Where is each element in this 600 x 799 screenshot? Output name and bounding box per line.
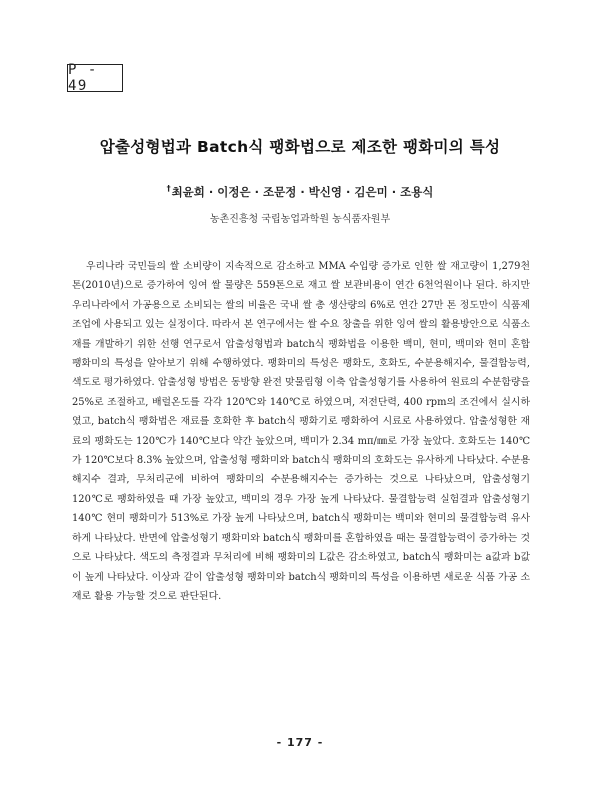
page-number: - 177 - [276,736,324,749]
affiliation: 농촌진흥청 국립농업과학원 농식품자원부 [209,214,391,225]
abstract-body: 우리나라 국민들의 쌀 소비량이 지속적으로 감소하고 MMA 수입량 증가로 인한 쌀 재고량이 1,279천톤(2010년)으로 증가하여 잉여 쌀 물량은 559톤으로 재고 쌀 보관비용이 연간 6천억원이나 된다. 하지만 우리나라에서 가공용으로 소비되는 쌀의 비율은 국내 쌀 총 생산량의 6%로 연간 27만 톤 정도만이 식품제조업에 사용되고 있는 실정이다. 따라서 본 연구에서는 쌀 수요 창출을 위한 잉여 쌀의 활용방안으로 식품소재를 개발하기 위한 선행 연구로서 압출성형법과 batch식 팽화법을 이용한 백미, 현미, 백미와 현미 혼합 팽화미의 특성을 알아보기 위해 수행하였다. 팽화미의 특성은 팽화도, 호화도, 수분용해지수, 물결합능력, 색도로 평가하였다. 압출성형 방법은 동방향 완전 맞물림형 이축 압출성형기를 사용하여 원료의 수분함량을 25%로 조절하고, 배럴온도를 각각 120℃와 140℃로 하였으며, 저전단력, 400 rpm의 조건에서 실시하였고, batch식 팽화법은 재료를 호화한 후 batch식 팽화기로 팽화하여 시료로 사용하였다. 압출성형한 재료의 팽화도는 120℃가 140℃보다 약간 높았으며, 백미가 2.34 mπ/㎜로 가장 높았다. 호화도는 140℃가 120℃보다 8.3% 높았으며, 압출성형 팽화미와 batch식 팽화미의 호화도는 유사하게 나타났다. 수분용해지수 결과, 무처리군에 비하여 팽화미의 수분용해지수는 증가하는 것으로 나타났으며, 압출성형기 120℃로 팽화하였을 때 가장 높았고, 백미의 경우 가장 높게 나타났다. 물결합능력 실험결과 압출성형기 140℃ 현미 팽화미가 513%로 가장 높게 나타났으며, batch식 팽화미는 백미와 현미의 물결합능력 유사하게 나타났다. 반면에 압출성형기 팽화미와 batch식 팽화미를 혼합하였을 때는 물결합능력이 증가하는 것으로 나타났다. 색도의 측정결과 무처리에 비해 팽화미의 L값은 감소하였고, batch식 팽화미는 a값과 b값이 높게 나타났다. 이상과 같이 압출성형 팽화미와 batch식 팽화미의 특성을 이용하면 새로운 식품 가공 소재로 활용 가능할 것으로 판단된다. [72,261,530,602]
paper-title: 압출성형법과 Batch식 팽화법으로 제조한 팽화미의 특성 [99,138,501,156]
poster-id-box: P - 49 [67,64,123,92]
author-list [0,184,600,200]
author-names: 최윤희 · 이정은 · 조문정 · 박신영 · 김은미 · 조용식 [171,185,434,199]
corresponding-author-mark: † [166,184,171,193]
